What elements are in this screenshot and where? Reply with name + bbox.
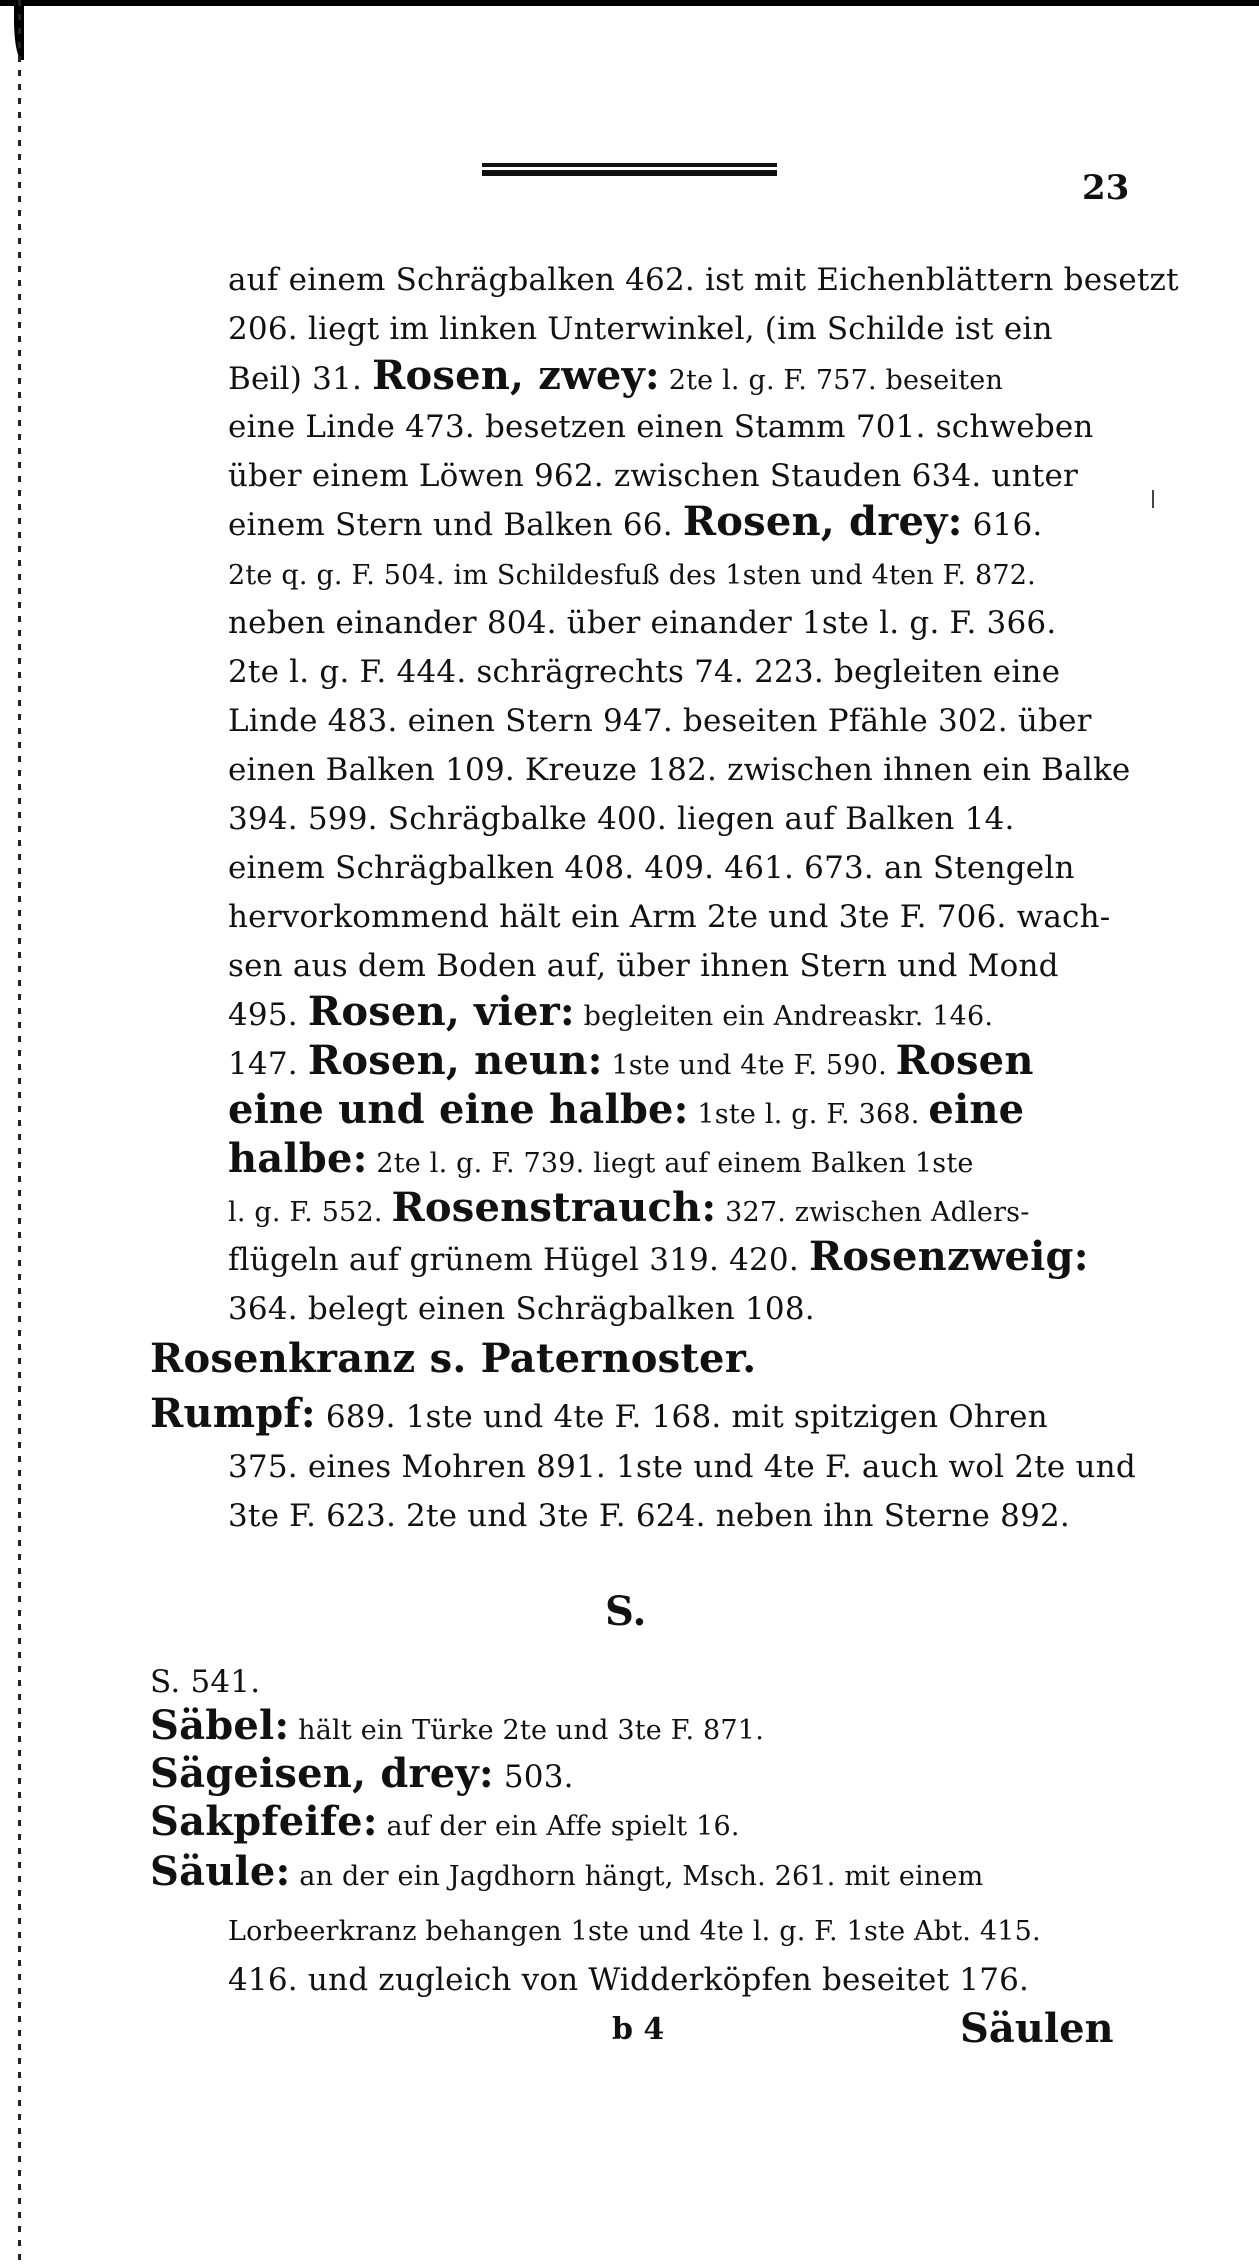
text-line: 3te F. 623. 2te und 3te F. 624. neben ihn Sterne 892.	[228, 1498, 1070, 1534]
subentry-heading: halbe:	[228, 1135, 368, 1182]
header-rule-thick	[482, 170, 777, 176]
entry-heading: Säule:	[150, 1848, 291, 1895]
text-line: hervorkommend hält ein Arm 2te und 3te F. 706. wach-	[228, 899, 1111, 935]
text-line: 2te q. g. F. 504. im Schildesfuß des 1sten und 4ten F. 872.	[228, 560, 1036, 591]
text-line: Beil) 31. Rosen, zwey: 2te l. g. F. 757. beseiten	[228, 352, 1004, 399]
index-entry-saebel: Säbel: hält ein Türke 2te und 3te F. 871.	[150, 1702, 764, 1749]
subentry-heading: Rosen, drey:	[682, 498, 963, 545]
text-line: 147. Rosen, neun: 1ste und 4te F. 590. Rosen	[228, 1037, 1034, 1084]
subentry-heading: eine und eine halbe:	[228, 1086, 689, 1133]
text-line: eine Linde 473. besetzen einen Stamm 701. schweben	[228, 409, 1094, 445]
text-line: über einem Löwen 962. zwischen Stauden 634. unter	[228, 458, 1079, 494]
section-letter-heading: S.	[605, 1588, 647, 1635]
entry-heading: Rumpf:	[150, 1390, 316, 1437]
text-line: sen aus dem Boden auf, über ihnen Stern und Mond	[228, 948, 1059, 984]
text-line: Linde 483. einen Stern 947. beseiten Pfähle 302. über	[228, 703, 1092, 739]
margin-mark	[1152, 490, 1154, 508]
entry-heading: Sakpfeife:	[150, 1798, 378, 1845]
entry-heading: Säbel:	[150, 1702, 290, 1749]
subentry-heading: Rosen, vier:	[307, 988, 575, 1035]
subentry-heading: Rosen	[895, 1037, 1034, 1084]
text-line: einem Schrägbalken 408. 409. 461. 673. an Stengeln	[228, 850, 1075, 886]
header-ornament-rule	[482, 163, 777, 177]
scan-left-edge	[18, 0, 21, 2267]
catchword: Säulen	[960, 2005, 1114, 2052]
subentry-heading: Rosen, zwey:	[372, 352, 660, 399]
text-line: 364. belegt einen Schrägbalken 108.	[228, 1291, 815, 1327]
subentry-heading: Rosen, neun:	[307, 1037, 603, 1084]
entry-heading: Sägeisen, drey:	[150, 1750, 494, 1797]
signature-mark: b 4	[612, 2012, 665, 2047]
text-line: halbe: 2te l. g. F. 739. liegt auf einem Balken 1ste	[228, 1135, 974, 1182]
index-entry-rosenkranz: Rosenkranz s. Paternoster.	[150, 1335, 757, 1382]
text-line: eine und eine halbe: 1ste l. g. F. 368. eine	[228, 1086, 1025, 1133]
subentry-heading: Rosenstrauch:	[391, 1184, 717, 1231]
subentry-heading: eine	[928, 1086, 1025, 1133]
text-line: 394. 599. Schrägbalke 400. liegen auf Balken 14.	[228, 801, 1015, 837]
text-line: 2te l. g. F. 444. schrägrechts 74. 223. begleiten eine	[228, 654, 1061, 690]
text-line: 375. eines Mohren 891. 1ste und 4te F. auch wol 2te und	[228, 1449, 1136, 1485]
text-line: 495. Rosen, vier: begleiten ein Andreaskr. 146.	[228, 988, 994, 1035]
page-number: 23	[1082, 168, 1130, 208]
index-entry-saegeisen: Sägeisen, drey: 503.	[150, 1750, 574, 1797]
text-line: auf einem Schrägbalken 462. ist mit Eichenblättern besetzt	[228, 262, 1179, 298]
text-line: 416. und zugleich von Widderköpfen beseitet 176.	[228, 1962, 1030, 1998]
header-rule-thin	[482, 163, 777, 167]
text-line: einem Stern und Balken 66. Rosen, drey: 616.	[228, 498, 1043, 545]
text-line: Lorbeerkranz behangen 1ste und 4te l. g. F. 1ste Abt. 415.	[228, 1916, 1041, 1947]
scan-top-edge	[0, 0, 1259, 6]
entry-heading: Rosenkranz	[150, 1335, 416, 1382]
index-entry-sakpfeife: Sakpfeife: auf der ein Affe spielt 16.	[150, 1798, 740, 1845]
text-line: l. g. F. 552. Rosenstrauch: 327. zwischen Adlers-	[228, 1184, 1030, 1231]
entry-heading: S.	[150, 1664, 181, 1700]
index-entry-s: S. 541.	[150, 1664, 261, 1700]
text-line: neben einander 804. über einander 1ste l. g. F. 366.	[228, 605, 1057, 641]
text-line: einen Balken 109. Kreuze 182. zwischen ihnen ein Balke	[228, 752, 1131, 788]
index-entry-saeule: Säule: an der ein Jagdhorn hängt, Msch. 261. mit einem	[150, 1848, 984, 1895]
index-entry-rumpf: Rumpf: 689. 1ste und 4te F. 168. mit spitzigen Ohren	[150, 1390, 1048, 1437]
text-line: flügeln auf grünem Hügel 319. 420. Rosenzweig:	[228, 1233, 1089, 1280]
text-line: 206. liegt im linken Unterwinkel, (im Schilde ist ein	[228, 311, 1053, 347]
subentry-heading: Rosenzweig:	[808, 1233, 1089, 1280]
